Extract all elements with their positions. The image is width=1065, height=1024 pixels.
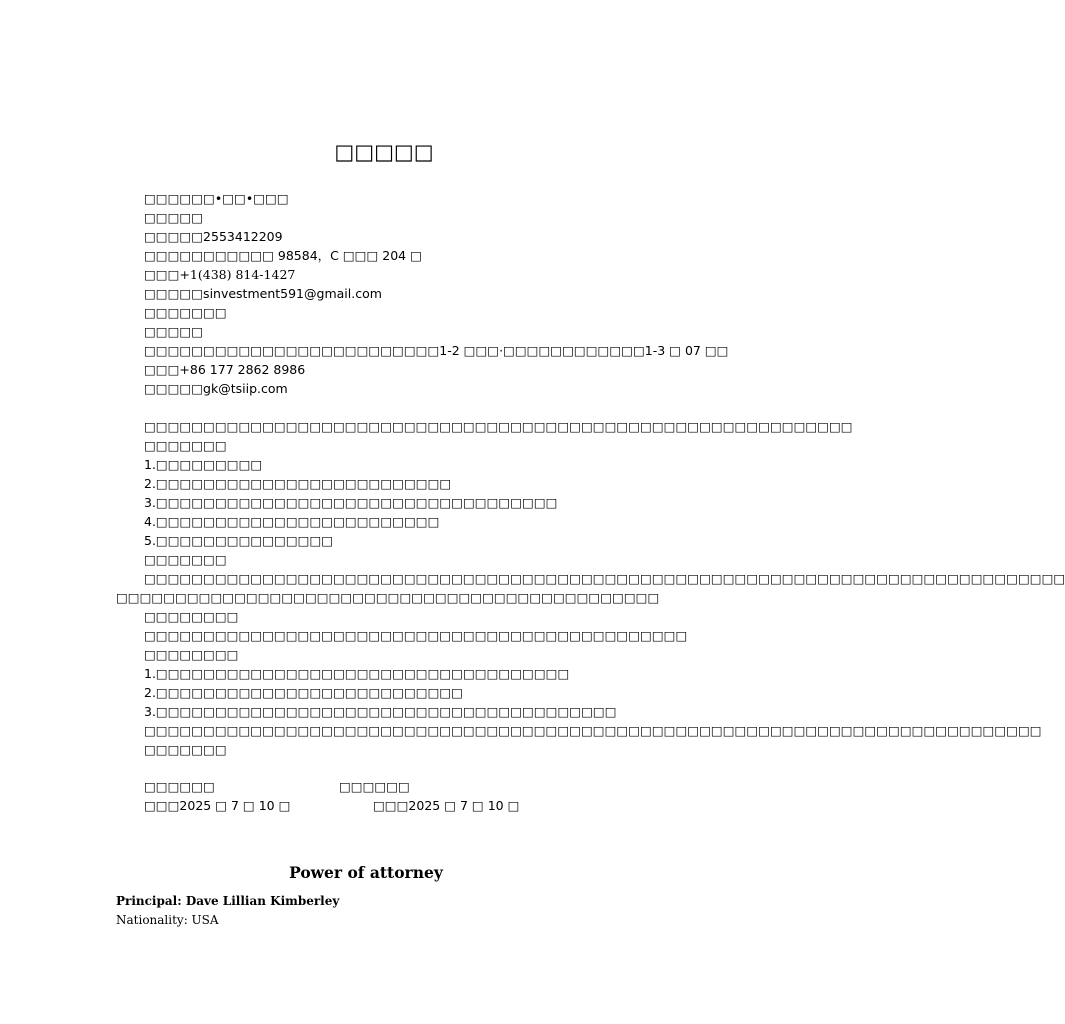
body-line: □□□□□□□□□□□□□□□□□□□□□□□□□□□□□□□□□□□□□□□□□□□□□□□□□□□□□□□□□□□□□□□□□□□□□□□□□□□□□□ (144, 571, 1065, 586)
body-line: □□□□□□□□ (144, 647, 239, 662)
tel-number: +1(438) 814-1427 (179, 267, 296, 282)
body-line: □□□□□□□□□□□□□□□□□□□□□□□□□1-2 □□□·□□□□□□□□□□□□1-3 □ 07 □□ (144, 343, 729, 358)
agent-date: □□□2025 □ 7 □ 10 □ (373, 798, 520, 813)
body-line: 2.□□□□□□□□□□□□□□□□□□□□□□□□□□ (144, 685, 463, 700)
nationality-en: Nationality: USA (116, 913, 219, 927)
body-line: □□□□□ (144, 324, 204, 339)
body-line: □□□□□□□□□□□ 98584，C □□□ 204 □ (144, 248, 422, 263)
document-body-cn (0, 189, 1065, 759)
body-line: 5.□□□□□□□□□□□□□□□ (144, 533, 334, 548)
body-line: □□□□□□□□□□□□□□□□□□□□□□□□□□□□□□□□□□□□□□□□□□□□□□□□□□□□□□□□□□□□□□□□□□□□□□□□□□□□ (144, 723, 1042, 738)
body-line: □□□□□2553412209 (144, 229, 283, 244)
tel-label: □□□ (144, 267, 180, 282)
body-line: 3.□□□□□□□□□□□□□□□□□□□□□□□□□□□□□□□□□□ (144, 495, 558, 510)
principal-name-en: Principal: Dave Lillian Kimberley (116, 894, 340, 908)
body-line: □□□□□□□ (144, 438, 227, 453)
body-line: 1.□□□□□□□□□□□□□□□□□□□□□□□□□□□□□□□□□□□ (144, 666, 570, 681)
body-line: 3.□□□□□□□□□□□□□□□□□□□□□□□□□□□□□□□□□□□□□□□ (144, 704, 617, 719)
body-line: □□□□□□□ (144, 552, 227, 567)
document-title-cn: □□□□□ (334, 140, 434, 164)
body-line: □□□□□□□□□□□□□□□□□□□□□□□□□□□□□□□□□□□□□□□□□□□□□□ (116, 590, 660, 605)
body-line: □□□□□sinvestment591@gmail.com (144, 286, 382, 301)
document-title-en: Power of attorney (289, 863, 443, 882)
agent-signature-label: □□□□□□ (339, 779, 410, 794)
body-line: 2.□□□□□□□□□□□□□□□□□□□□□□□□□ (144, 476, 452, 491)
body-line (0, 265, 768, 284)
body-line: □□□+86 177 2862 8986 (144, 362, 306, 377)
blank-line (0, 398, 768, 417)
body-line: □□□□□□□ (144, 742, 227, 757)
body-line: □□□□□gk@tsiip.com (144, 381, 288, 396)
body-line: □□□□□□□□□□□□□□□□□□□□□□□□□□□□□□□□□□□□□□□□□□□□□□□□□□□□□□□□□□□□ (144, 419, 853, 434)
principal-signature-label: □□□□□□ (144, 779, 215, 794)
body-line: □□□□□ (144, 210, 204, 225)
body-line: 1.□□□□□□□□□ (144, 457, 263, 472)
signature-label-row (0, 777, 768, 796)
body-line: □□□□□□□ (144, 305, 227, 320)
principal-date: □□□2025 □ 7 □ 10 □ (144, 798, 291, 813)
signature-block (0, 777, 768, 815)
body-line: □□□□□□•□□•□□□ (144, 191, 289, 206)
signature-date-row (0, 796, 768, 815)
body-line: 4.□□□□□□□□□□□□□□□□□□□□□□□□ (144, 514, 440, 529)
body-line: □□□□□□□□□□□□□□□□□□□□□□□□□□□□□□□□□□□□□□□□□□□□□□ (144, 628, 688, 643)
body-line: □□□□□□□□ (144, 609, 239, 624)
